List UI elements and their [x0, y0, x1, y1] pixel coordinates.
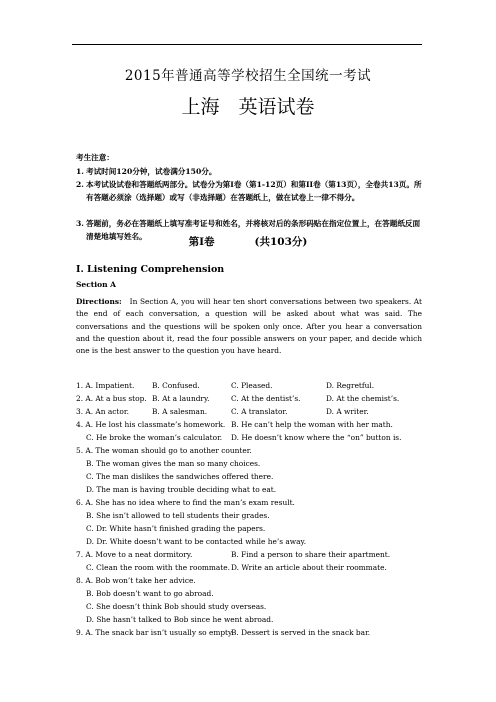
- directions-text: In Section A, you will hear ten short conversations between two speakers. At the end of each conversation, a question will be asked about what was said. The conversations and the questions will be spoken only once. After you hear a conversation and the question about it, read the four possible answers on your paper, and decide which one is the best answer to the question you have heard.: [76, 297, 422, 356]
- notice-item-text: 考试时间120分钟，试卷满分150分。: [86, 167, 217, 176]
- question-option: C. The man dislikes the sandwiches offered there.: [86, 472, 274, 481]
- exam-title: 2015年普通高等学校招生全国统一考试: [124, 68, 372, 84]
- question-option: B. Find a person to share their apartment.: [231, 550, 391, 559]
- question-option: 4. A. He lost his classmate’s homework.: [76, 420, 226, 429]
- question-option: 9. A. The snack bar isn’t usually so empty.: [76, 628, 234, 637]
- question-option: D. A writer.: [326, 407, 369, 416]
- question-option: D. She hasn’t talked to Bob since he went abroad.: [86, 615, 274, 624]
- question-option: D. Dr. White doesn’t want to be contacted while he’s away.: [86, 537, 307, 546]
- notice-item-2: [76, 178, 424, 204]
- notice-item-text: 答题前，务必在答题纸上填写准考证号和姓名，并将核对后的条形码贴在指定位置上，在答题纸反面清楚地填写姓名。: [86, 219, 421, 241]
- question-option: 5. A. The woman should go to another counter.: [76, 446, 252, 455]
- question-option: B. A salesman.: [152, 407, 208, 416]
- notice-item-text: 本考试设试卷和答题纸两部分。试卷分为第I卷（第1-12页）和第II卷（第13页），全卷共13页。所有答题必须涂（选择题）或写（非选择题）在答题纸上，做在试卷上一律不得分。: [86, 180, 422, 202]
- subsection-title: Section A: [76, 280, 116, 289]
- notice-item-number: 1.: [76, 167, 84, 176]
- top-rule: [72, 44, 422, 45]
- question-option: 1. A. Impatient.: [76, 381, 135, 390]
- question-option: 8. A. Bob won’t take her advice.: [76, 576, 196, 585]
- notice-heading: 考生注意：: [76, 153, 114, 162]
- question-option: C. A translator.: [231, 407, 288, 416]
- notice-item-1: [76, 165, 424, 178]
- notice-item-number: 2.: [76, 180, 84, 189]
- question-option: D. The man is having trouble deciding what to eat.: [86, 485, 277, 494]
- question-option: 3. A. An actor.: [76, 407, 129, 416]
- question-option: C. She doesn’t think Bob should study overseas.: [86, 602, 267, 611]
- paper-title: 上海 英语试卷: [181, 96, 315, 118]
- question-option: C. Dr. White hasn’t finished grading the papers.: [86, 524, 266, 533]
- question-option: C. Clean the room with the roommate.: [86, 563, 231, 572]
- question-option: 7. A. Move to a neat dormitory.: [76, 550, 193, 559]
- question-option: B. At a laundry.: [152, 394, 210, 403]
- section-heading: [0, 234, 496, 249]
- section-score: (共103分): [254, 236, 308, 248]
- question-option: B. Confused.: [152, 381, 200, 390]
- question-option: B. He can’t help the woman with her math.: [231, 420, 393, 429]
- directions-label: Directions:: [76, 297, 122, 306]
- question-option: C. Pleased.: [231, 381, 273, 390]
- part-title: I. Listening Comprehension: [76, 264, 225, 275]
- section-name: 第I卷: [188, 236, 215, 248]
- notice-item-number: 3.: [76, 219, 84, 228]
- question-option: D. At the chemist’s.: [326, 394, 400, 403]
- question-option: 2. A. At a bus stop.: [76, 394, 147, 403]
- question-option: C. At the dentist’s.: [231, 394, 301, 403]
- question-option: 6. A. She has no idea where to find the man’s exam result.: [76, 498, 295, 507]
- question-option: B. Dessert is served in the snack bar.: [231, 628, 371, 637]
- question-option: D. Write an article about their roommate.: [231, 563, 387, 572]
- question-option: D. Regretful.: [326, 381, 375, 390]
- question-option: B. Bob doesn’t want to go abroad.: [86, 589, 214, 598]
- question-option: B. She isn’t allowed to tell students their grades.: [86, 511, 270, 520]
- question-option: B. The woman gives the man so many choices.: [86, 459, 261, 468]
- directions: [76, 296, 422, 357]
- question-option: C. He broke the woman’s calculator.: [86, 433, 223, 442]
- question-option: D. He doesn’t know where the “on” button is.: [231, 433, 402, 442]
